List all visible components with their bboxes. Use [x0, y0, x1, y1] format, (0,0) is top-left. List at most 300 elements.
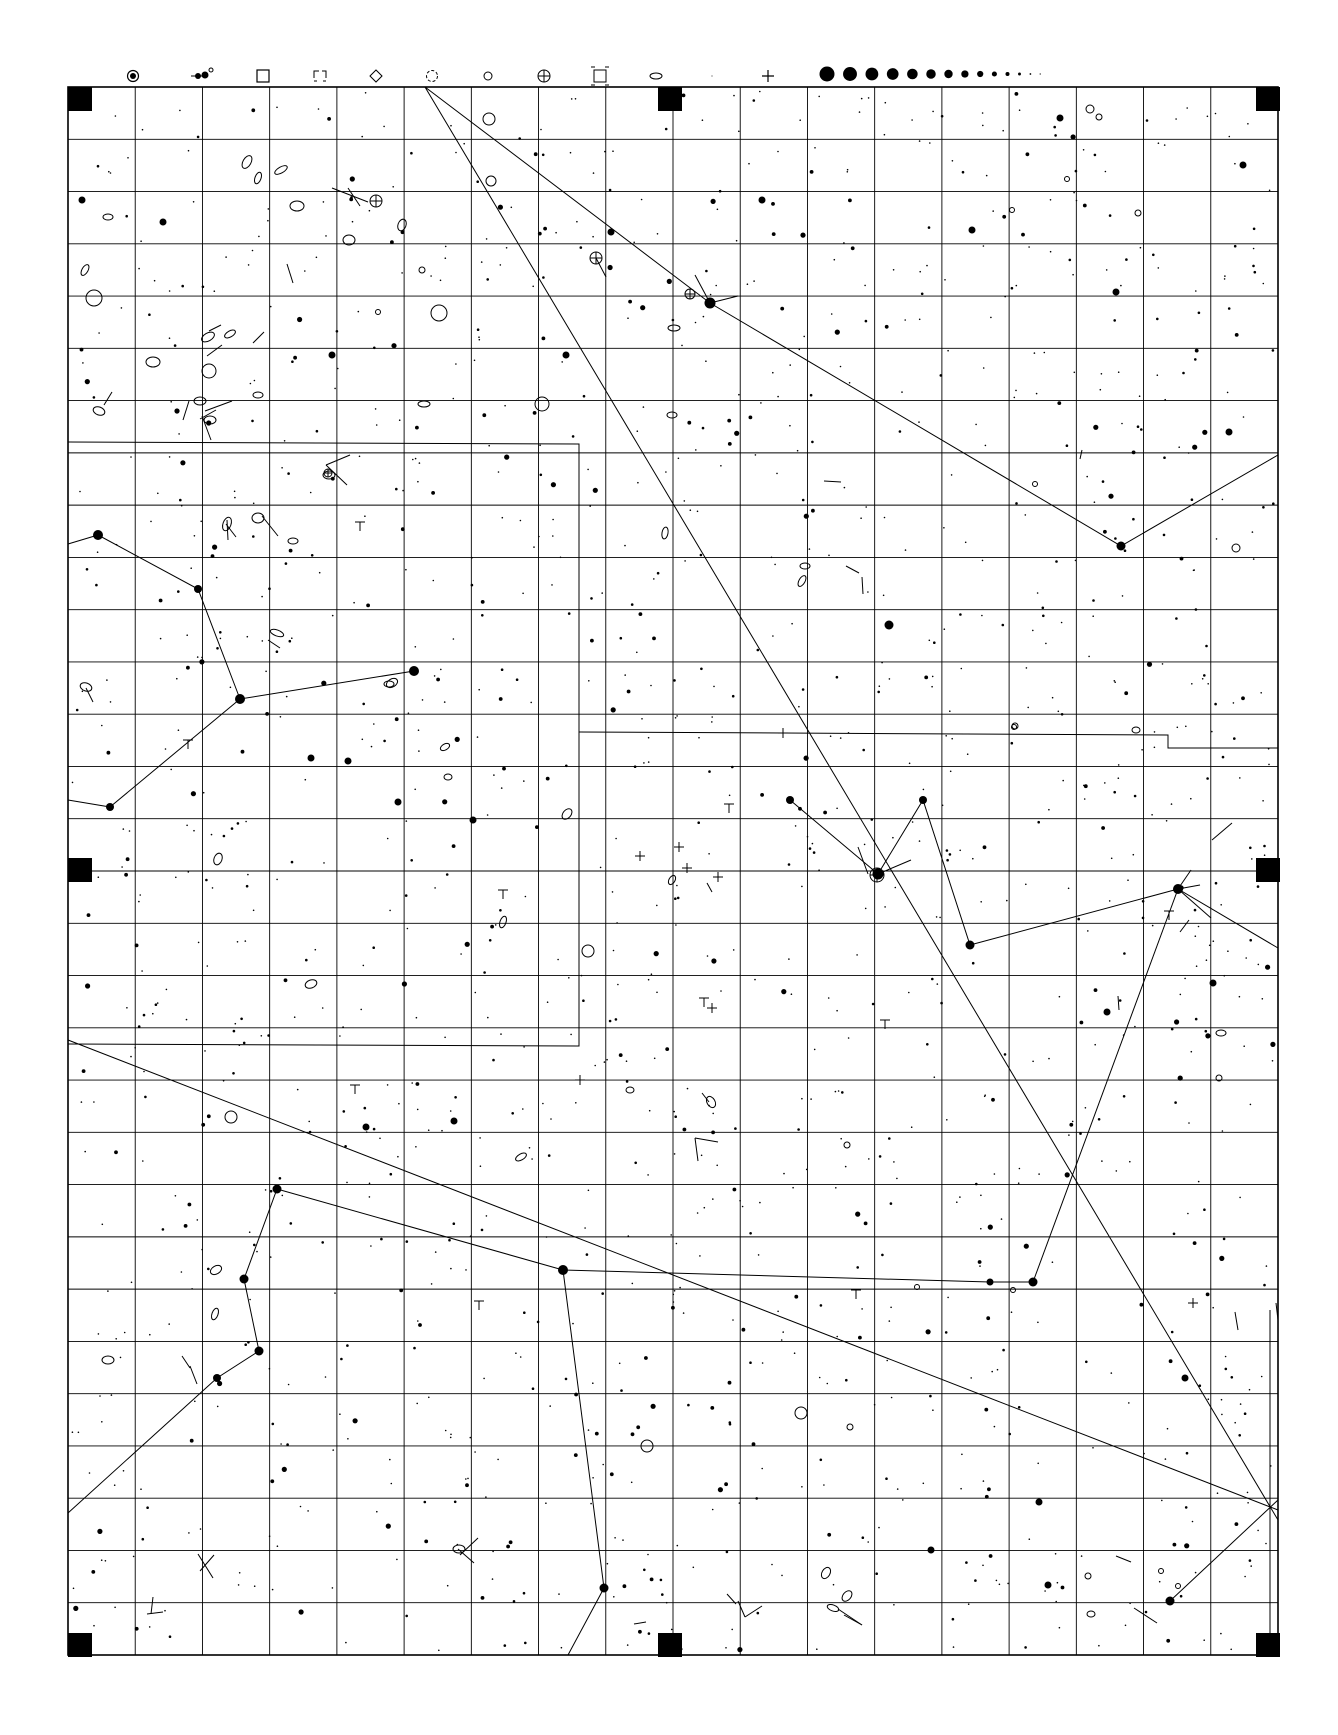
galaxy-ellipse	[626, 1087, 634, 1093]
star	[919, 271, 921, 273]
star	[111, 1394, 113, 1396]
star	[237, 941, 239, 943]
star	[697, 821, 700, 824]
star	[1011, 1311, 1013, 1313]
star	[904, 319, 906, 321]
star	[164, 1610, 166, 1612]
star	[78, 1432, 80, 1434]
registration-marker	[68, 1633, 92, 1657]
star	[530, 702, 532, 704]
star	[479, 1137, 481, 1139]
star	[82, 362, 84, 364]
star	[138, 1025, 141, 1028]
star	[799, 119, 801, 121]
star	[181, 1271, 183, 1273]
star	[1052, 1261, 1054, 1263]
star	[959, 1196, 961, 1198]
star	[297, 1089, 299, 1091]
star	[848, 732, 850, 734]
star	[417, 481, 419, 483]
galaxy-ellipse	[253, 392, 263, 398]
star	[1055, 1553, 1057, 1555]
star	[695, 449, 697, 451]
star	[1203, 1208, 1206, 1211]
star	[1257, 1530, 1259, 1532]
star	[705, 360, 707, 362]
star	[864, 1222, 868, 1226]
star	[387, 838, 389, 840]
star	[175, 1195, 177, 1197]
star	[923, 789, 925, 791]
star	[972, 962, 975, 965]
star	[627, 1644, 629, 1646]
star	[478, 689, 480, 691]
legend-dashed-circle-icon	[427, 71, 438, 82]
star	[684, 500, 686, 502]
star	[1196, 965, 1198, 967]
star	[1270, 1042, 1275, 1047]
star	[712, 1198, 714, 1200]
star	[818, 869, 820, 871]
star	[1244, 1412, 1247, 1415]
star	[726, 1551, 729, 1554]
star	[729, 795, 731, 797]
star	[188, 150, 190, 152]
star	[332, 1449, 334, 1451]
nebula-circle	[1033, 482, 1038, 487]
star	[220, 638, 222, 640]
star	[1195, 935, 1197, 937]
proper-motion-tick	[695, 275, 710, 303]
star	[506, 247, 508, 249]
star	[946, 1119, 948, 1121]
star	[288, 1384, 290, 1386]
star	[547, 1001, 549, 1003]
star	[666, 1602, 668, 1604]
star	[574, 1453, 578, 1457]
star	[588, 1190, 590, 1192]
star	[791, 623, 793, 625]
proper-motion-tick	[858, 847, 868, 874]
star	[1207, 683, 1209, 685]
star	[708, 853, 710, 855]
galaxy-ellipse	[212, 852, 224, 866]
star	[269, 1535, 271, 1537]
star	[107, 751, 111, 755]
star	[1059, 1627, 1061, 1629]
legend-double-star-ring-icon	[128, 71, 139, 82]
star	[781, 989, 786, 994]
star	[568, 612, 571, 615]
star	[949, 853, 952, 856]
star	[1002, 1349, 1005, 1352]
star	[855, 1212, 860, 1217]
star	[135, 1627, 139, 1631]
star	[450, 1110, 452, 1112]
star	[471, 584, 474, 587]
bright-star	[563, 352, 570, 359]
star	[211, 834, 213, 836]
star	[267, 1034, 270, 1037]
star	[1042, 607, 1045, 610]
proper-motion-tick	[209, 325, 221, 331]
star	[191, 1288, 193, 1290]
star	[346, 1182, 348, 1184]
star	[379, 1138, 381, 1140]
star	[918, 421, 920, 423]
star	[862, 749, 865, 752]
star	[731, 766, 734, 769]
star	[1118, 371, 1120, 373]
star	[1075, 170, 1078, 173]
star	[197, 136, 200, 139]
star	[304, 270, 306, 272]
star	[535, 825, 539, 829]
star	[1225, 1368, 1228, 1371]
star	[939, 917, 941, 919]
star	[115, 1338, 117, 1340]
star	[86, 568, 89, 571]
star	[337, 368, 339, 370]
star	[643, 1569, 646, 1572]
star	[336, 330, 339, 333]
star	[268, 587, 271, 590]
proper-motion-tick	[738, 1601, 745, 1617]
star	[190, 1439, 194, 1443]
star	[840, 1138, 842, 1140]
star	[416, 1082, 420, 1086]
star	[789, 364, 791, 366]
star	[431, 1283, 433, 1285]
star	[239, 1572, 241, 1574]
star	[465, 1269, 467, 1271]
star	[133, 1556, 135, 1558]
star	[867, 1541, 869, 1543]
star	[542, 1103, 544, 1105]
star	[123, 828, 125, 830]
constellation-line	[110, 699, 240, 807]
star	[205, 879, 208, 882]
star	[665, 1047, 669, 1051]
bright-star	[1240, 162, 1247, 169]
star	[678, 458, 680, 460]
star	[648, 979, 650, 981]
star	[1073, 192, 1075, 194]
star	[1137, 425, 1140, 428]
star	[828, 997, 830, 999]
star	[280, 1443, 282, 1445]
star	[450, 1437, 452, 1439]
star	[299, 1609, 304, 1614]
star	[704, 1207, 706, 1209]
star	[738, 131, 740, 133]
star	[804, 514, 809, 519]
star	[216, 647, 219, 650]
cross-marker	[1188, 1298, 1198, 1308]
star	[489, 939, 492, 942]
star	[885, 1477, 888, 1480]
star	[101, 1559, 103, 1561]
star	[965, 542, 967, 544]
star	[352, 221, 354, 223]
star	[888, 1137, 891, 1140]
star	[602, 1464, 604, 1466]
star	[575, 1102, 577, 1104]
star	[1066, 444, 1069, 447]
star	[142, 1538, 145, 1541]
star	[823, 811, 827, 815]
star	[244, 1343, 247, 1346]
nebula-circle	[86, 290, 102, 306]
galaxy-ellipse	[252, 513, 264, 523]
star	[199, 659, 204, 664]
star	[801, 1486, 803, 1488]
star	[653, 578, 655, 580]
star	[107, 1290, 109, 1292]
cross-marker	[682, 863, 692, 873]
star	[737, 1647, 742, 1652]
star	[665, 471, 667, 473]
star	[607, 1563, 609, 1565]
proper-motion-tick	[838, 1609, 862, 1625]
star	[390, 240, 394, 244]
star	[674, 1115, 677, 1118]
deep-sky-objects	[79, 105, 1278, 1625]
star	[690, 509, 692, 511]
star	[504, 405, 506, 407]
star	[1263, 283, 1265, 285]
star	[1132, 451, 1136, 455]
star	[883, 595, 885, 597]
star	[256, 1251, 258, 1253]
star	[286, 696, 288, 698]
star	[1253, 558, 1255, 560]
star	[711, 199, 716, 204]
star	[587, 469, 589, 471]
star	[188, 871, 190, 873]
star	[612, 150, 614, 152]
star	[406, 1240, 409, 1243]
star	[200, 1528, 202, 1530]
star	[758, 1254, 760, 1256]
star	[450, 1268, 452, 1270]
star	[1243, 1045, 1245, 1047]
star	[965, 1561, 968, 1564]
cross-marker	[778, 728, 788, 738]
star	[520, 1356, 522, 1358]
star	[551, 482, 556, 487]
star	[847, 169, 849, 171]
star	[347, 1438, 349, 1440]
star	[677, 897, 680, 900]
star	[742, 1206, 744, 1208]
star	[346, 1344, 349, 1347]
star	[261, 1035, 263, 1037]
star	[143, 1014, 146, 1017]
star	[1265, 1543, 1267, 1545]
star	[676, 715, 678, 717]
star	[950, 771, 952, 773]
proper-motion-tick	[1134, 1608, 1157, 1623]
star	[570, 152, 572, 154]
star	[1193, 570, 1195, 572]
magnitude-dot	[961, 70, 968, 77]
star	[752, 1442, 756, 1446]
star	[389, 910, 391, 912]
star	[1101, 826, 1105, 830]
star	[1203, 674, 1206, 677]
galaxy-ellipse	[1216, 1030, 1226, 1036]
proper-motion-tick	[1235, 1312, 1238, 1330]
star	[383, 126, 385, 128]
star	[452, 844, 456, 848]
star	[1026, 152, 1030, 156]
constellation-line	[563, 1270, 604, 1655]
star	[424, 1540, 428, 1544]
star	[794, 1352, 796, 1354]
star	[1222, 499, 1224, 501]
star	[654, 1058, 656, 1060]
star	[1205, 1030, 1208, 1033]
star	[1142, 900, 1145, 903]
star	[98, 1333, 100, 1335]
star	[179, 499, 182, 502]
star	[1114, 537, 1117, 540]
star	[207, 965, 209, 967]
nebula-circle	[225, 1111, 237, 1123]
star	[511, 207, 513, 209]
star	[121, 307, 123, 309]
star	[488, 445, 490, 447]
star	[771, 557, 773, 559]
star	[945, 1331, 948, 1334]
star	[201, 1123, 205, 1127]
star	[693, 1567, 695, 1569]
star	[1057, 401, 1061, 405]
star	[698, 737, 700, 739]
star	[97, 551, 99, 553]
nebula-circle	[1010, 208, 1015, 213]
bright-star	[558, 1265, 568, 1275]
star	[150, 521, 152, 523]
star	[501, 668, 504, 671]
star	[1053, 126, 1056, 129]
star	[121, 866, 123, 868]
star	[677, 1545, 679, 1547]
galaxy-ellipse	[288, 538, 298, 544]
star	[802, 499, 805, 502]
star	[1171, 1331, 1174, 1334]
star	[774, 564, 776, 566]
star	[1263, 1284, 1266, 1287]
star	[700, 554, 703, 557]
star	[777, 396, 779, 398]
star	[234, 497, 236, 499]
star	[1184, 978, 1186, 980]
star	[754, 979, 756, 981]
proper-motion-tick	[104, 392, 112, 405]
star	[223, 1080, 225, 1082]
star	[542, 154, 545, 157]
star	[699, 1255, 701, 1257]
star	[679, 1287, 681, 1289]
star	[881, 662, 883, 664]
star	[179, 110, 181, 112]
star	[634, 765, 637, 768]
star	[267, 220, 269, 222]
bright-star	[395, 799, 402, 806]
star	[546, 1236, 548, 1238]
star	[540, 474, 543, 477]
star	[697, 1212, 699, 1214]
star	[835, 330, 840, 335]
star	[131, 1282, 133, 1284]
star	[1213, 940, 1215, 942]
star	[974, 1579, 977, 1582]
star	[1133, 854, 1135, 856]
star	[448, 1239, 451, 1242]
bright-star	[470, 817, 477, 824]
star	[1085, 1361, 1088, 1364]
star	[169, 337, 171, 339]
star	[445, 246, 447, 248]
star	[168, 1323, 170, 1325]
star	[1231, 1376, 1234, 1379]
star	[997, 1369, 999, 1371]
registration-marker	[1256, 1633, 1280, 1657]
star	[667, 279, 672, 284]
star	[247, 1341, 250, 1344]
star	[729, 1423, 732, 1426]
star	[1239, 1197, 1241, 1199]
star	[881, 1254, 884, 1257]
star	[97, 1529, 102, 1534]
star	[592, 1382, 594, 1384]
star	[791, 993, 793, 995]
star	[647, 1174, 649, 1176]
star	[732, 1319, 734, 1321]
star	[387, 1084, 389, 1086]
star	[1173, 1543, 1177, 1547]
star	[537, 1321, 540, 1324]
star	[1180, 994, 1182, 996]
star	[749, 416, 753, 420]
registration-marker	[68, 87, 92, 111]
star	[197, 1219, 199, 1221]
star	[1262, 998, 1264, 1000]
star	[636, 1425, 640, 1429]
star	[1191, 1051, 1193, 1053]
star	[204, 1050, 206, 1052]
star	[410, 152, 413, 155]
star	[816, 1648, 818, 1650]
star	[1173, 1233, 1176, 1236]
bright-star	[1117, 542, 1126, 551]
star	[401, 527, 405, 531]
star	[82, 1069, 86, 1073]
star	[1205, 645, 1208, 648]
bright-star	[1045, 1582, 1052, 1589]
star	[648, 1632, 651, 1635]
star	[250, 383, 252, 385]
star	[1015, 92, 1019, 96]
star	[893, 1161, 895, 1163]
star	[1077, 918, 1080, 921]
galaxy-ellipse	[1132, 727, 1140, 733]
star	[762, 1362, 764, 1364]
star	[1103, 530, 1107, 534]
star	[983, 367, 985, 369]
